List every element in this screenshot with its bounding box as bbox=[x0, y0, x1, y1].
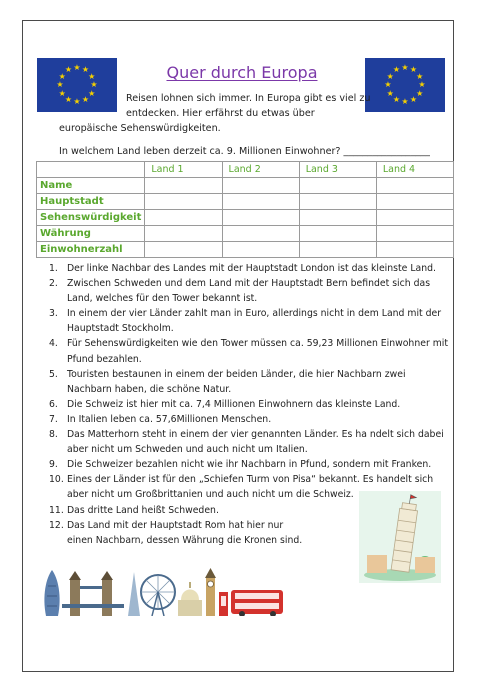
clue-text: Touristen bestaunen in einem der beiden Länder, die hier Nachbarn zwei Nachbarn haben, die schöne Natur. bbox=[67, 368, 406, 395]
eu-star-icon: ★ bbox=[409, 65, 418, 75]
answer-cell[interactable] bbox=[145, 178, 222, 194]
table-row bbox=[37, 194, 454, 210]
big-ben-roof bbox=[205, 568, 216, 578]
clue-item bbox=[41, 261, 453, 276]
shard-building bbox=[128, 572, 140, 616]
tower-bridge-deck bbox=[62, 604, 124, 608]
eu-star-icon: ★ bbox=[401, 63, 409, 72]
clue-number: 5. bbox=[49, 368, 58, 380]
clue-number: 9. bbox=[49, 459, 58, 471]
tower-bridge-tower-right bbox=[102, 580, 112, 616]
answer-cell[interactable] bbox=[145, 242, 222, 258]
clue-number: 1. bbox=[49, 263, 58, 274]
st-pauls-base bbox=[178, 600, 202, 616]
answer-cell[interactable] bbox=[299, 194, 376, 210]
clue-item bbox=[41, 412, 453, 427]
worksheet-title: Quer durch Europa bbox=[166, 63, 318, 82]
clue-text: Für Sehenswürdigkeiten wie den Tower müssen ca. 59,23 Millionen Einwohner mit Pfund bezahlen. bbox=[67, 338, 449, 365]
bus-lower-windows bbox=[235, 603, 279, 609]
eu-star-icon: ★ bbox=[56, 80, 64, 89]
clue-item bbox=[41, 397, 453, 412]
eu-star-icon: ★ bbox=[90, 80, 98, 89]
st-pauls-dome bbox=[181, 590, 199, 601]
column-header: Land 4 bbox=[376, 162, 453, 178]
table-row bbox=[37, 242, 454, 258]
clue-number: 8. bbox=[49, 429, 58, 441]
answer-cell[interactable] bbox=[222, 210, 299, 226]
eu-star-icon: ★ bbox=[64, 94, 73, 104]
clue-number: 11. bbox=[49, 504, 64, 516]
intro-line-2: entdecken. Hier erfährst du etwas über bbox=[126, 108, 315, 119]
question-text: In welchem Land leben derzeit ca. 9. Millionen Einwohner? __________________ bbox=[59, 146, 430, 157]
answer-cell[interactable] bbox=[299, 178, 376, 194]
clue-item bbox=[41, 367, 453, 397]
clue-text: In einem der vier Länder zahlt man in Euro, allerdings nicht in dem Land mit der Hauptstadt Stockholm. bbox=[67, 308, 442, 335]
clue-item bbox=[41, 427, 453, 457]
clue-text: Das Land mit der Hauptstadt Rom hat hier nur einen Nachbarn, dessen Währung die Kronen sind. bbox=[67, 519, 303, 546]
eu-star-icon: ★ bbox=[384, 80, 392, 89]
answer-cell[interactable] bbox=[299, 226, 376, 242]
eu-flag-left bbox=[37, 58, 117, 112]
table-row bbox=[37, 226, 454, 242]
st-pauls-spire bbox=[189, 582, 191, 588]
table-header-row bbox=[37, 162, 454, 178]
gherkin-building bbox=[44, 570, 59, 616]
worksheet-page bbox=[22, 20, 454, 672]
clue-text: Eines der Länder ist für den „Schiefen Turm von Pisa“ bekannt. Es handelt sich aber nicht um Großbrittanien und auch nicht um die Schweiz. bbox=[67, 474, 434, 501]
intro-line-1: Reisen lohnen sich immer. In Europa gibt es viel zu bbox=[126, 93, 371, 104]
row-header: Einwohnerzahl bbox=[37, 242, 145, 258]
column-header: Land 3 bbox=[299, 162, 376, 178]
clue-text: Das dritte Land heißt Schweden. bbox=[67, 504, 219, 516]
eu-star-icon: ★ bbox=[418, 80, 426, 89]
answer-cell[interactable] bbox=[376, 194, 453, 210]
tower-bridge-roof-right bbox=[101, 571, 113, 580]
pisa-house-left bbox=[367, 555, 387, 573]
tower-bridge-tower-left bbox=[70, 580, 80, 616]
clue-number: 7. bbox=[49, 413, 58, 425]
answer-cell[interactable] bbox=[145, 194, 222, 210]
eu-star-icon: ★ bbox=[416, 71, 424, 81]
london-skyline-illustration bbox=[40, 566, 284, 616]
table-row bbox=[37, 178, 454, 194]
eu-star-icon: ★ bbox=[392, 65, 401, 75]
clue-item bbox=[41, 336, 453, 366]
tower-bridge-walkway bbox=[80, 586, 102, 589]
row-header: Hauptstadt bbox=[37, 194, 145, 210]
clue-number: 6. bbox=[49, 398, 58, 410]
eu-star-icon: ★ bbox=[58, 88, 66, 98]
eu-star-icon: ★ bbox=[58, 71, 66, 81]
tower-bridge-roof-left bbox=[69, 571, 81, 580]
eu-star-icon: ★ bbox=[409, 94, 418, 104]
answer-cell[interactable] bbox=[145, 210, 222, 226]
intro-line-3: europäische Sehenswürdigkeiten. bbox=[59, 123, 221, 134]
eu-star-icon: ★ bbox=[64, 65, 73, 75]
answer-cell[interactable] bbox=[222, 226, 299, 242]
bus-upper-windows bbox=[235, 593, 279, 599]
eu-flag-right bbox=[365, 58, 445, 112]
big-ben-clock bbox=[208, 581, 214, 587]
clue-number: 3. bbox=[49, 308, 58, 320]
clue-number: 2. bbox=[49, 278, 58, 290]
eu-star-icon: ★ bbox=[386, 88, 394, 98]
clue-text: Die Schweizer bezahlen nicht wie ihr Nachbarn in Pfund, sondern mit Franken. bbox=[67, 459, 432, 471]
clue-item bbox=[41, 306, 453, 336]
answer-cell[interactable] bbox=[376, 178, 453, 194]
eu-star-icon: ★ bbox=[386, 71, 394, 81]
answer-cell[interactable] bbox=[376, 226, 453, 242]
column-header: Land 2 bbox=[222, 162, 299, 178]
eu-star-icon: ★ bbox=[73, 97, 81, 106]
table-corner-cell bbox=[37, 162, 145, 178]
eu-star-icon: ★ bbox=[81, 65, 90, 75]
answer-cell[interactable] bbox=[222, 194, 299, 210]
table-row bbox=[37, 210, 454, 226]
clue-text: In Italien leben ca. 57,6Millionen Menschen. bbox=[67, 413, 272, 425]
answer-cell[interactable] bbox=[376, 210, 453, 226]
answer-cell[interactable] bbox=[299, 242, 376, 258]
clue-text: Die Schweiz ist hier mit ca. 7,4 Millionen Einwohnern das kleinste Land. bbox=[67, 398, 401, 410]
row-header: Name bbox=[37, 178, 145, 194]
clue-number: 12. bbox=[49, 519, 64, 531]
row-header: Währung bbox=[37, 226, 145, 242]
clue-number: 4. bbox=[49, 338, 58, 350]
answer-cell[interactable] bbox=[222, 242, 299, 258]
row-header: Sehenswürdigkeit bbox=[37, 210, 145, 226]
answer-cell[interactable] bbox=[299, 210, 376, 226]
column-header: Land 1 bbox=[145, 162, 222, 178]
clue-item bbox=[41, 276, 453, 306]
clue-text: Zwischen Schweden und dem Land mit der Hauptstadt Bern befindet sich das Land, welches für den Tower bekannt ist. bbox=[67, 278, 431, 305]
answer-cell[interactable] bbox=[145, 226, 222, 242]
clue-number: 10. bbox=[49, 474, 64, 486]
puzzle-table bbox=[36, 161, 454, 258]
clue-text: Der linke Nachbar des Landes mit der Hauptstadt London ist das kleinste Land. bbox=[67, 263, 436, 274]
eu-star-icon: ★ bbox=[88, 71, 96, 81]
phone-booth-window bbox=[221, 596, 226, 606]
pisa-house-right bbox=[415, 557, 435, 573]
answer-cell[interactable] bbox=[222, 178, 299, 194]
clue-item bbox=[41, 457, 453, 472]
eu-star-icon: ★ bbox=[401, 97, 409, 106]
eu-star-icon: ★ bbox=[392, 94, 401, 104]
answer-cell[interactable] bbox=[376, 242, 453, 258]
eu-star-icon: ★ bbox=[88, 88, 96, 98]
clue-text: Das Matterhorn steht in einem der vier genannten Länder. Es ha ndelt sich dabei aber nicht um Schweden und auch nicht um Italien. bbox=[67, 429, 444, 456]
eu-star-icon: ★ bbox=[81, 94, 90, 104]
leaning-tower-of-pisa-illustration bbox=[359, 491, 441, 583]
eu-star-icon: ★ bbox=[73, 63, 81, 72]
eu-star-icon: ★ bbox=[416, 88, 424, 98]
